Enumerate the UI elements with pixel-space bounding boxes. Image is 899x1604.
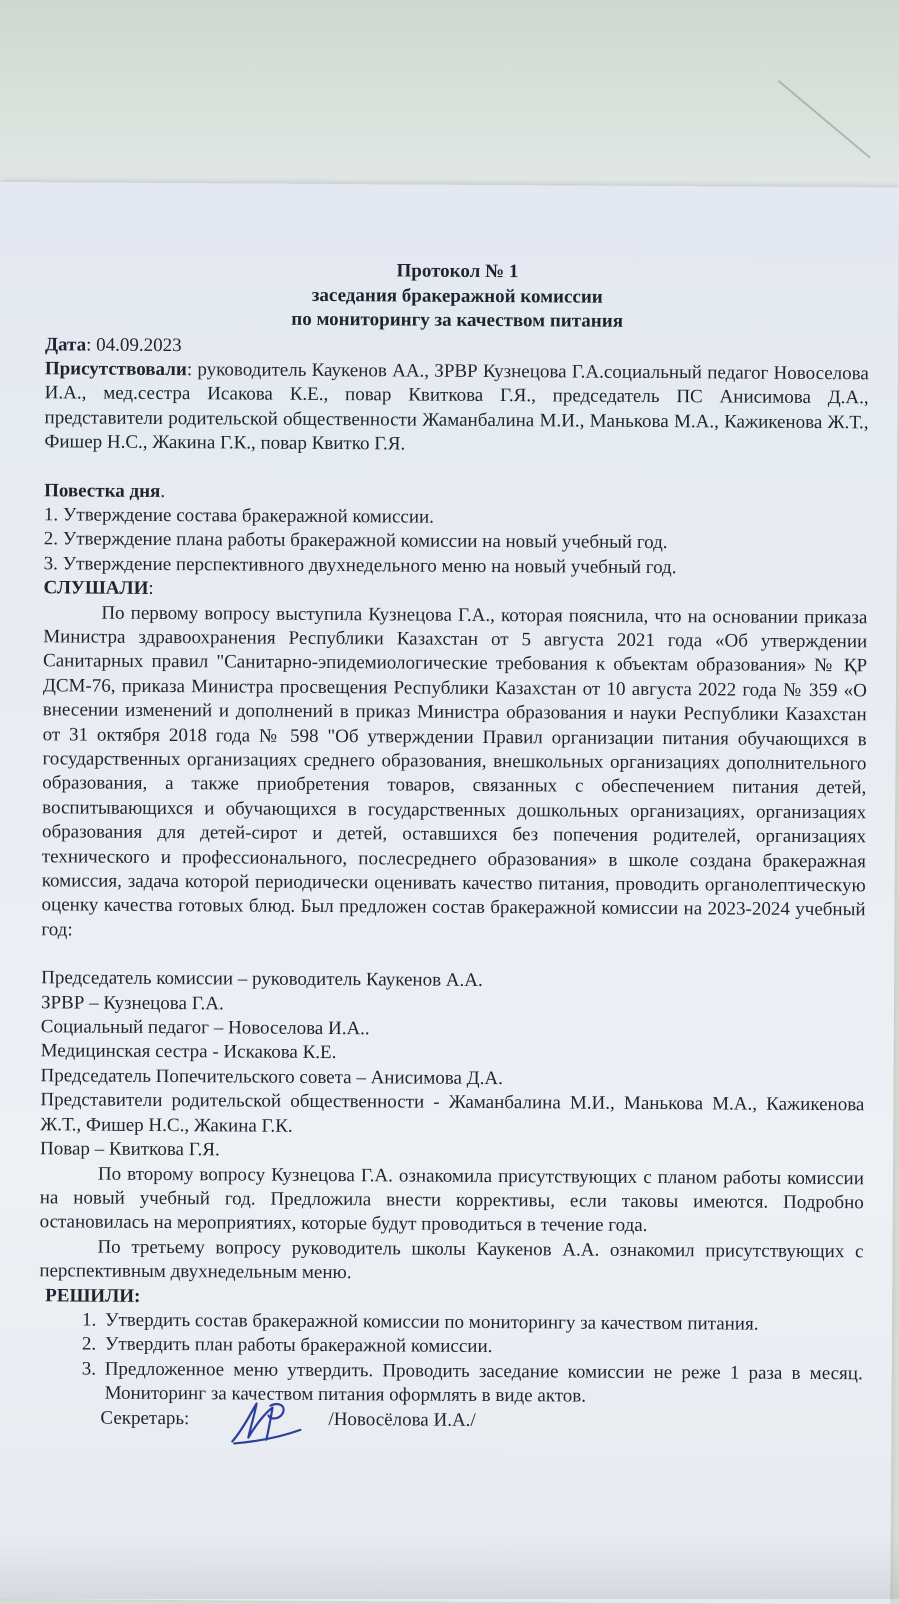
handwritten-signature: [226, 1397, 306, 1447]
document-title: [45, 257, 869, 336]
member-line: Представители родительской общественности - Жаманбалина М.И., Манькова М.А., Кажикенова Ж.Т., Фишер Н.С., Жакина Г.К.: [40, 1089, 865, 1137]
member-line: Председатель Попечительского совета – Анисимова Д.А.: [40, 1065, 503, 1089]
present-label: Присутствовали: [44, 358, 187, 381]
member-line: Социальный педагог – Новоселова И.А..: [40, 1016, 370, 1040]
secretary-signature-row: [38, 1406, 862, 1451]
document-content: [38, 257, 869, 1451]
date-label: Дата: [44, 333, 87, 356]
heard-heading: СЛУШАЛИ:: [43, 577, 154, 600]
agenda-item: 2. Утверждение плана работы бракеражной комиссии на новый учебный год.: [43, 528, 668, 554]
commission-members: [40, 967, 865, 1167]
bottom-shadow: [0, 1540, 899, 1599]
date-value: : 04.09.2023: [86, 334, 182, 356]
decided-heading: РЕШИЛИ:: [45, 1284, 141, 1307]
heard-paragraph-2: По второму вопросу Кузнецова Г.А. ознакомила присутствующих с планом работы комиссии на новый учебный год. Предложила внести коррективы, если таковы имеются. Подробно остановилась на мероприятиях, которые будут проводиться в течение года.: [39, 1163, 864, 1237]
agenda-item: 1. Утверждение состава бракеражной комиссии.: [43, 504, 435, 528]
present-paragraph: [44, 357, 869, 460]
agenda-item: 3. Утверждение перспективного двухнедельного меню на новый учебный год.: [43, 553, 677, 578]
decision-item: 2. Утвердить план работы бракеражной комиссии.: [101, 1333, 863, 1362]
decision-item: 1. Утвердить состав бракеражной комиссии по мониторингу за качеством питания.: [101, 1309, 863, 1338]
background-surface: [0, 0, 899, 200]
agenda-label: Повестка дня: [44, 479, 161, 502]
member-line: Повар – Квиткова Г.Я.: [40, 1138, 220, 1161]
agenda-heading: Повестка дня.: [44, 479, 166, 502]
member-line: ЗРВР – Кузнецова Г.А.: [40, 991, 224, 1015]
present-text: : руководитель Каукенов АА., ЗРВР Кузнецова Г.А.социальный педагог Новоселова И.А., мед.сестра Исакова К.Е., повар Квиткова Г.Я., председатель ПС Анисимова Д.А., представители родительской общественности Жаманбалина М.И., Манькова М.А., Кажикенова Ж.Т., Фишер Н.С., Жакина Г.К., повар Квитко Г.Я.: [44, 359, 869, 455]
heard-paragraph-1: По первому вопросу выступила Кузнецова Г.А., которая пояснила, что на основании приказа Министра здравоохранения Республики Казахстан от 5 августа 2021 года «Об утверждении Санитарных правил "Санитарно-эпидемиологические требования к объектам образования» № ҚР ДСМ-76, приказа Министра просвещения Республики Казахстан от 10 августа 2022 года № 359 «О внесении изменений и дополнений в приказ Министра образования и науки Республики Казахстан от 31 октября 2018 года № 598 "Об утверждении Правил организации питания обучающихся в государственных организациях среднего образования, внешкольных организациях дополнительного образования, а также приобретения товаров, связанных с обеспечением питания детей, воспитывающихся и обучающихся в государственных дошкольных организациях, организациях образования для детей-сирот и детей, оставшихся без попечения родителей, организациях технического и профессионального, послесреднего образования» в школе создана бракеражная комиссия, задача которой периодически оценивать качество питания, проводить органолептическую оценку качества готовых блюд. Был предложен состав бракеражной комиссии на 2023-2024 учебный год:: [41, 602, 868, 941]
member-line: Председатель комиссии – руководитель Каукенов А.А.: [41, 967, 483, 992]
title-line-2: заседания бракеражной комиссии: [311, 284, 603, 308]
decisions-list: [39, 1308, 864, 1411]
secretary-name: /Новосёлова И.А./: [328, 1408, 476, 1431]
decision-item: 3. Предложенное меню утвердить. Проводить заседание комиссии не реже 1 раза в месяц. Мониторинг за качеством питания оформлять в виде актов.: [101, 1357, 863, 1410]
member-line: Медицинская сестра - Искакова К.Е.: [40, 1040, 337, 1064]
heard-paragraph-3: По третьему вопросу руководитель школы Каукенов А.А. ознакомил присутствующих с перспективным двухнедельным меню.: [39, 1236, 864, 1284]
secretary-label: Секретарь:: [100, 1407, 190, 1429]
title-line-1: Протокол № 1: [396, 260, 519, 283]
document-page: [0, 182, 899, 1604]
heard-label: СЛУШАЛИ: [43, 577, 149, 600]
agenda-list: [44, 503, 868, 581]
title-line-3: по мониторингу за качеством питания: [291, 308, 624, 332]
